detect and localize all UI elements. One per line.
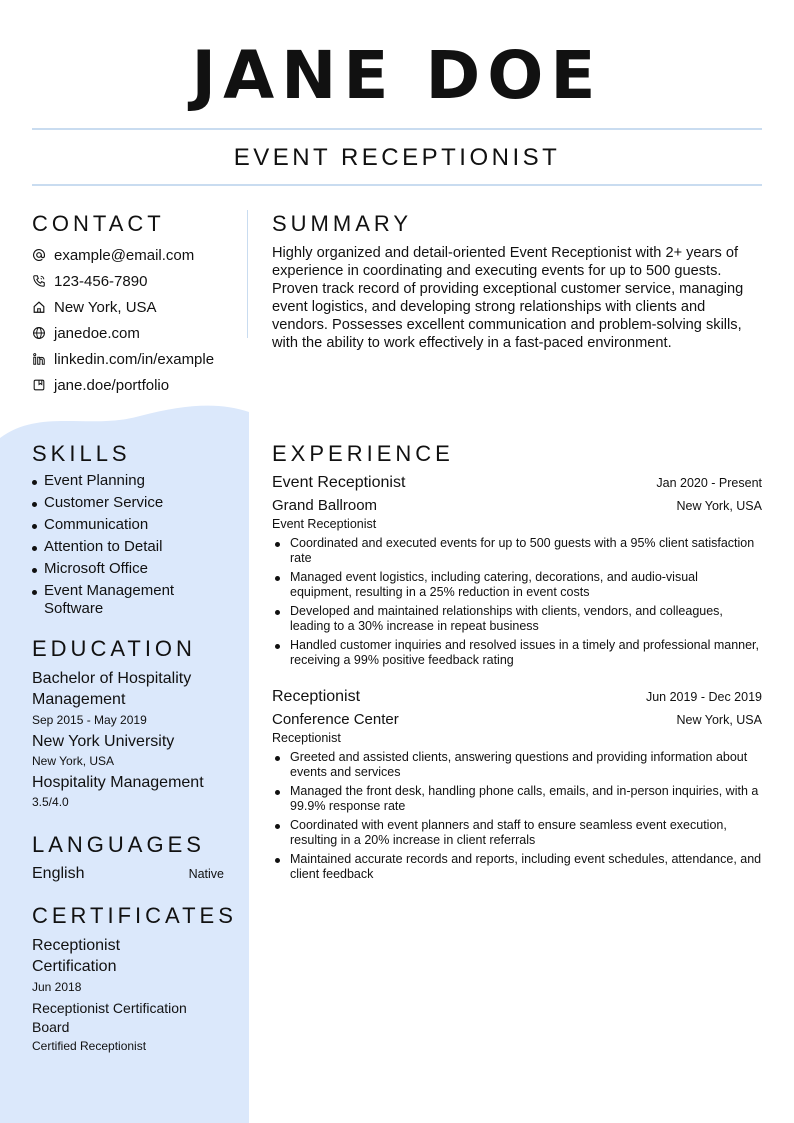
education-degree: Bachelor of Hospitality Management — [32, 670, 192, 708]
contact-email-text: example@email.com — [54, 246, 195, 264]
contact-heading: CONTACT — [32, 211, 165, 236]
list-item: Customer Service — [32, 494, 237, 512]
contact-website[interactable] — [32, 320, 242, 346]
certificate-date: Jun 2018 — [32, 980, 82, 994]
list-item: Developed and maintained relationships with clients, vendors, and colleagues, leading to a 30% increase in repeat business — [272, 604, 762, 634]
column-divider — [247, 210, 248, 338]
job-role: Event Receptionist — [272, 517, 377, 531]
contact-portfolio[interactable] — [32, 372, 242, 398]
list-item: Greeted and assisted clients, answering questions and providing information about events and services — [272, 750, 762, 780]
language-level: Native — [188, 867, 224, 881]
list-item: Attention to Detail — [32, 538, 237, 556]
at-icon — [32, 248, 46, 262]
job-company: Conference Center — [272, 711, 399, 728]
contact-phone[interactable] — [32, 268, 242, 294]
contact-linkedin[interactable] — [32, 346, 242, 372]
language-entry — [32, 863, 224, 884]
list-item: Handled customer inquiries and resolved issues in a timely and professional manner, receiving a 99% positive feedback rating — [272, 638, 762, 668]
contact-portfolio-text: jane.doe/portfolio — [54, 376, 170, 394]
job-dates: Jun 2019 - Dec 2019 — [645, 690, 762, 704]
job-bullets — [272, 536, 762, 668]
candidate-name: JANE DOE — [191, 37, 603, 114]
education-heading: EDUCATION — [32, 636, 196, 661]
job-bullets — [272, 750, 762, 882]
education-gpa: 3.5/4.0 — [32, 795, 69, 809]
contact-location — [32, 294, 242, 320]
list-item: Microsoft Office — [32, 560, 237, 578]
education-location: New York, USA — [32, 754, 115, 768]
phone-icon — [32, 274, 46, 288]
job-entry — [272, 473, 762, 672]
list-item: Maintained accurate records and reports, including event schedules, attendance, and client feedback — [272, 852, 762, 882]
home-icon — [32, 300, 46, 314]
summary-text: Highly organized and detail-oriented Event Receptionist with 2+ years of experience in coordinating and executing events for up to 500 guests. Proven track record of providing exceptional customer service, managing event logistics, and developing strong relationships with clients and vendors. Possesses excellent communication and problem-solving skills, with the ability to work effectively in a fast-paced environment. — [272, 245, 744, 351]
header-rule-bottom — [32, 184, 762, 186]
certificate-name: Receptionist Certification — [32, 937, 121, 975]
certificate-detail: Certified Receptionist — [32, 1039, 147, 1053]
list-item: Coordinated with event planners and staff to ensure seamless event execution, resulting in a 20% increase in client referrals — [272, 818, 762, 848]
job-role: Receptionist — [272, 731, 341, 745]
globe-icon — [32, 326, 46, 340]
header-rule-top — [32, 128, 762, 130]
list-item: Managed event logistics, including catering, decorations, and audio-visual equipment, resulting in a 25% reduction in event costs — [272, 570, 762, 600]
certificates-heading: CERTIFICATES — [32, 903, 237, 928]
experience-heading: EXPERIENCE — [272, 441, 454, 466]
certificate-issuer: Receptionist Certification Board — [32, 1000, 187, 1035]
list-item: Coordinated and executed events for up to 500 guests with a 95% client satisfaction rate — [272, 536, 762, 566]
education-dates: Sep 2015 - May 2019 — [32, 713, 147, 727]
education-field: Hospitality Management — [32, 774, 204, 791]
job-entry — [272, 687, 762, 886]
contact-phone-text: 123-456-7890 — [54, 272, 148, 290]
linkedin-icon — [32, 352, 46, 366]
language-name: English — [32, 865, 85, 882]
list-item: Event Management Software — [32, 582, 194, 618]
contact-email[interactable] — [32, 242, 242, 268]
contact-website-text: janedoe.com — [54, 324, 140, 342]
list-item: Event Planning — [32, 472, 237, 490]
portfolio-icon — [32, 378, 46, 392]
job-company: Grand Ballroom — [272, 497, 378, 514]
list-item: Managed the front desk, handling phone calls, emails, and in-person inquiries, with a 99.9% response rate — [272, 784, 762, 814]
languages-heading: LANGUAGES — [32, 832, 205, 857]
job-title: Receptionist — [272, 688, 361, 705]
skills-heading: SKILLS — [32, 441, 131, 466]
contact-location-text: New York, USA — [54, 298, 157, 316]
education-school: New York University — [32, 733, 175, 750]
job-location: New York, USA — [676, 713, 762, 727]
contact-list — [32, 242, 242, 398]
candidate-title: EVENT RECEPTIONIST — [233, 144, 561, 171]
skills-list — [32, 472, 237, 622]
job-location: New York, USA — [676, 499, 762, 513]
summary-heading: SUMMARY — [272, 211, 413, 236]
job-title: Event Receptionist — [272, 474, 406, 491]
list-item: Communication — [32, 516, 237, 534]
contact-linkedin-text: linkedin.com/in/example — [54, 350, 215, 368]
job-dates: Jan 2020 - Present — [656, 476, 762, 490]
